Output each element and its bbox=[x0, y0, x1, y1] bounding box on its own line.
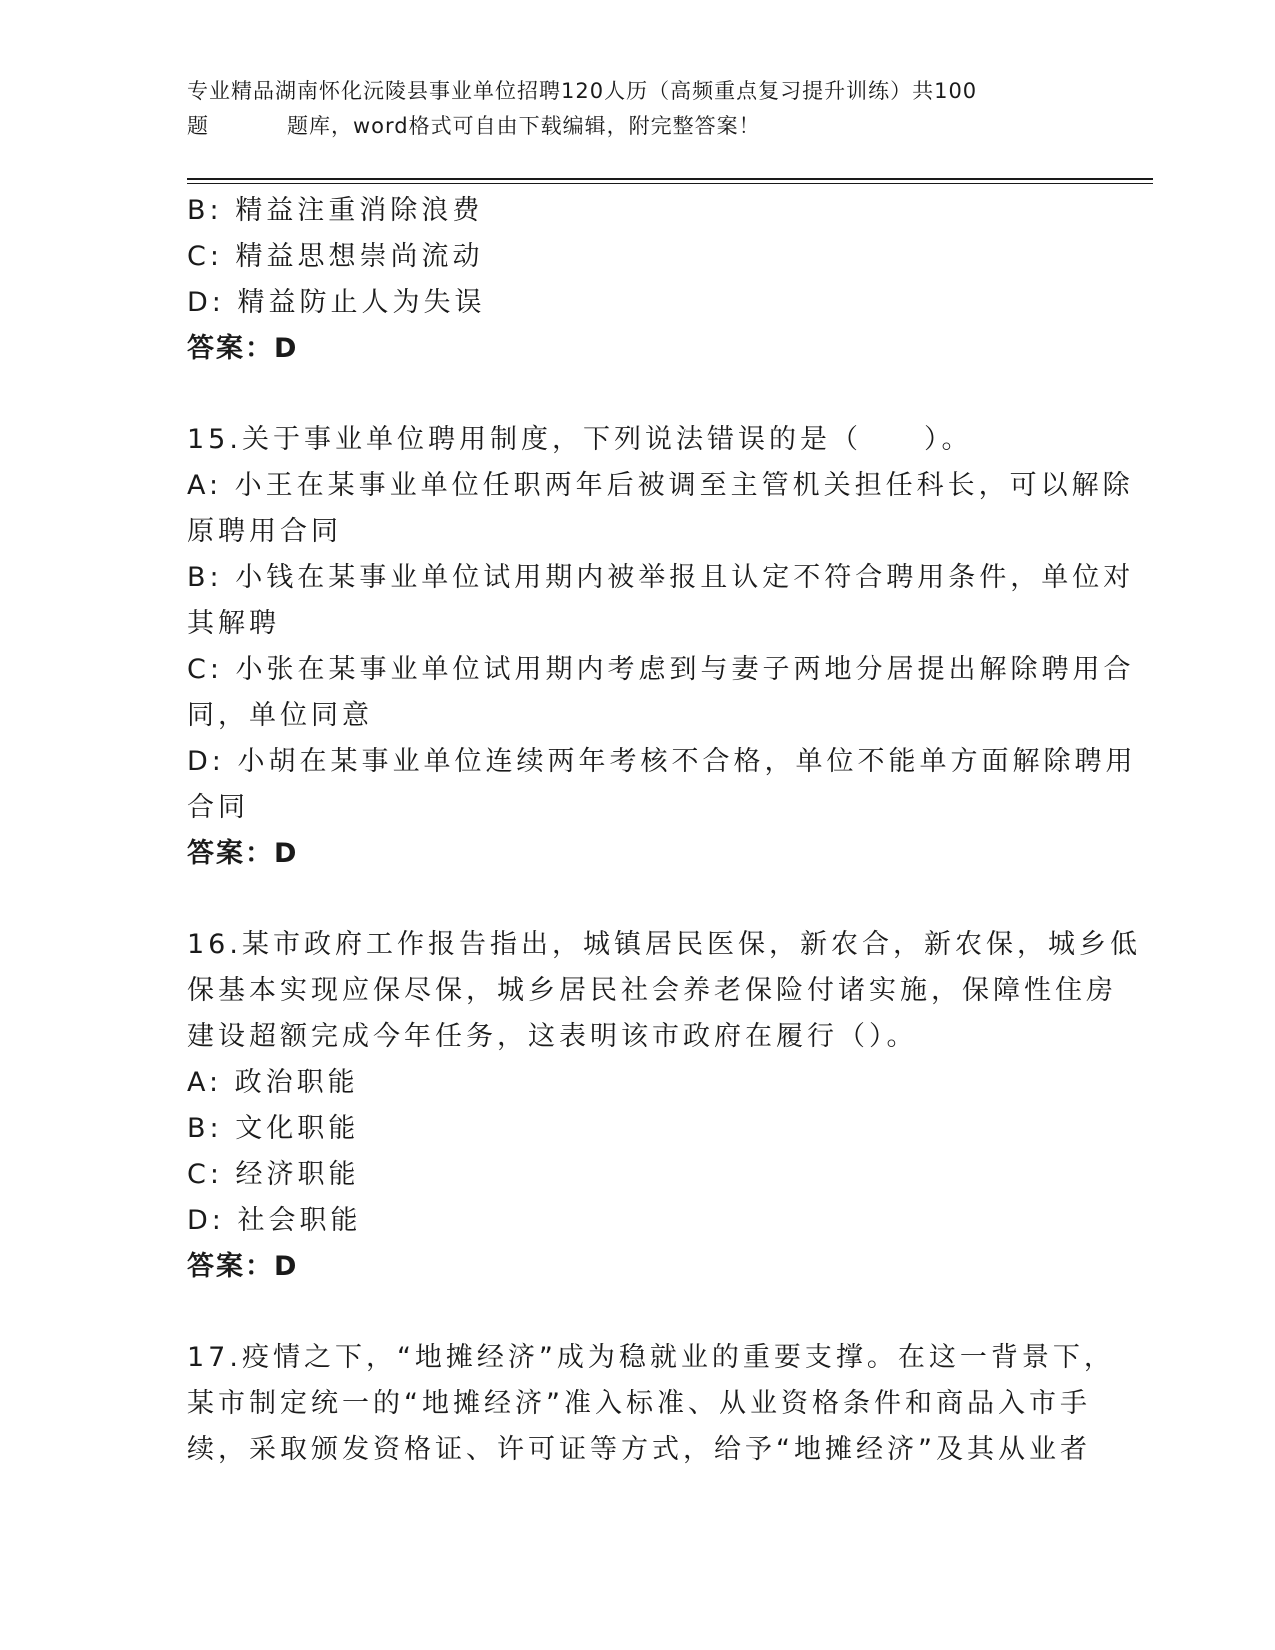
answer: 答案：D bbox=[187, 1251, 299, 1282]
header-divider-thick bbox=[187, 178, 1153, 180]
header-title-line2-rest: 题库，word格式可自由下载编辑，附完整答案！ bbox=[287, 114, 761, 138]
option-c-cont: 同，单位同意 bbox=[187, 700, 373, 731]
option-b-cont: 其解聘 bbox=[187, 608, 280, 639]
header-title-line2 bbox=[187, 109, 1087, 144]
page-header bbox=[187, 74, 1087, 144]
question-stem-cont: 保基本实现应保尽保，城乡居民社会养老保险付诸实施，保障性住房 bbox=[187, 975, 1117, 1006]
question-stem-cont: 某市制定统一的“地摊经济”准入标准、从业资格条件和商品入市手 bbox=[187, 1388, 1091, 1419]
spacer bbox=[187, 1290, 1067, 1335]
question-stem: 15.关于事业单位聘用制度，下列说法错误的是（ ）。 bbox=[187, 424, 973, 455]
answer: 答案：D bbox=[187, 838, 299, 869]
document-body bbox=[187, 188, 1141, 1473]
option-b: B: 小钱在某事业单位试用期内被举报且认定不符合聘用条件，单位对 bbox=[187, 562, 1135, 593]
question-stem: 17.疫情之下，“地摊经济”成为稳就业的重要支撑。在这一背景下， bbox=[187, 1342, 1115, 1373]
option-c: C: 小张在某事业单位试用期内考虑到与妻子两地分居提出解除聘用合 bbox=[187, 654, 1135, 685]
answer: 答案：D bbox=[187, 333, 299, 364]
option-a-cont: 原聘用合同 bbox=[187, 516, 342, 547]
option-a: A: 政治职能 bbox=[187, 1067, 359, 1098]
header-title-line2-lead: 题 bbox=[187, 114, 209, 138]
question-stem-cont: 建设超额完成今年任务，这表明该市政府在履行（）。 bbox=[187, 1021, 918, 1052]
option-b: B: 文化职能 bbox=[187, 1113, 360, 1144]
question-14-tail bbox=[187, 188, 1067, 372]
option-a: A: 小王在某事业单位任职两年后被调至主管机关担任科长，可以解除 bbox=[187, 470, 1134, 501]
header-title-line1: 专业精品湖南怀化沅陵县事业单位招聘120人历（高频重点复习提升训练）共100 bbox=[187, 79, 978, 103]
question-16 bbox=[187, 922, 1141, 1290]
option-c: C: 精益思想崇尚流动 bbox=[187, 241, 484, 272]
question-15 bbox=[187, 417, 1137, 877]
question-stem: 16.某市政府工作报告指出，城镇居民医保，新农合，新农保，城乡低 bbox=[187, 929, 1141, 960]
option-d: D: 社会职能 bbox=[187, 1205, 362, 1236]
option-d-cont: 合同 bbox=[187, 792, 249, 823]
spacer bbox=[187, 372, 1067, 417]
option-d: D: 小胡在某事业单位连续两年考核不合格，单位不能单方面解除聘用 bbox=[187, 746, 1137, 777]
question-stem-cont: 续，采取颁发资格证、许可证等方式，给予“地摊经济”及其从业者 bbox=[187, 1434, 1091, 1465]
option-d: D: 精益防止人为失误 bbox=[187, 287, 486, 318]
option-b: B: 精益注重消除浪费 bbox=[187, 195, 484, 226]
header-divider-thin bbox=[187, 183, 1153, 184]
spacer bbox=[187, 877, 1067, 922]
option-c: C: 经济职能 bbox=[187, 1159, 360, 1190]
question-17 bbox=[187, 1335, 1115, 1473]
